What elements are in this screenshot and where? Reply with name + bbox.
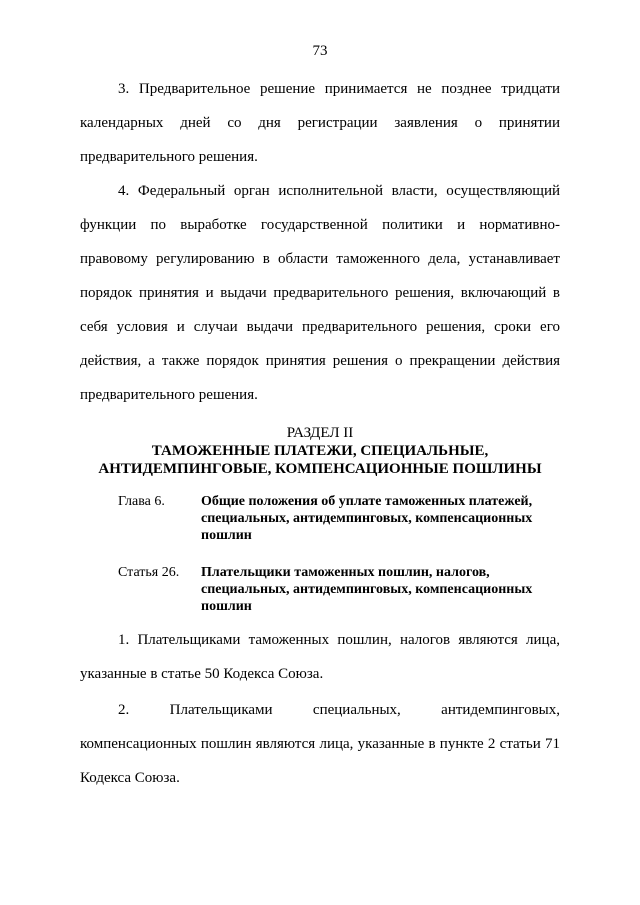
paragraph-line: Кодекса Союза. (80, 770, 180, 786)
section-title-line: АНТИДЕМПИНГОВЫЕ, КОМПЕНСАЦИОННЫЕ ПОШЛИНЫ (98, 461, 542, 477)
paragraph-line: порядок принятия и выдачи предварительного решения, включающий в (80, 285, 560, 301)
paragraph-line: предварительного решения. (80, 149, 258, 165)
article-paragraph-1 (80, 623, 560, 691)
section-label: РАЗДЕЛ II (286, 425, 354, 441)
paragraph-4 (80, 174, 560, 412)
paragraph-line: 3. Предварительное решение принимается не позднее тридцати (118, 81, 560, 97)
section-heading (80, 424, 560, 478)
paragraph-line: указанные в статье 50 Кодекса Союза. (80, 666, 324, 682)
paragraph-3 (80, 72, 560, 174)
page-number: 73 (312, 43, 328, 59)
paragraph-line: компенсационных пошлин являются лица, указанные в пункте 2 статьи 71 (80, 736, 560, 752)
paragraph-line: 1. Плательщиками таможенных пошлин, налогов являются лица, (118, 632, 560, 648)
chapter-title (201, 493, 571, 544)
section-title-line: ТАМОЖЕННЫЕ ПЛАТЕЖИ, СПЕЦИАЛЬНЫЕ, (151, 443, 489, 459)
paragraph-line: функции по выработке государственной политики и нормативно- (80, 217, 560, 233)
article-label: Статья 26. (118, 565, 180, 580)
article-paragraph-2 (80, 693, 560, 795)
article-title (201, 564, 571, 615)
chapter-title-line: Общие положения об уплате таможенных платежей, (201, 494, 533, 509)
paragraph-line: себя условия и случаи выдачи предварительного решения, сроки его (80, 319, 560, 335)
article-title-line: пошлин (201, 599, 252, 614)
chapter-title-line: пошлин (201, 528, 252, 543)
paragraph-line: календарных дней со дня регистрации заявления о принятии (80, 115, 560, 131)
article-title-line: специальных, антидемпинговых, компенсационных (201, 582, 533, 597)
chapter-label: Глава 6. (118, 494, 165, 509)
article-title-line: Плательщики таможенных пошлин, налогов, (201, 565, 490, 580)
chapter-title-line: специальных, антидемпинговых, компенсационных (201, 511, 533, 526)
paragraph-line: действия, а также порядок принятия решения о прекращении действия (80, 353, 560, 369)
paragraph-line: 4. Федеральный орган исполнительной власти, осуществляющий (118, 183, 560, 199)
paragraph-line: 2. Плательщиками специальных, антидемпинговых, (118, 702, 560, 718)
paragraph-line: предварительного решения. (80, 387, 258, 403)
paragraph-line: правовому регулированию в области таможенного дела, устанавливает (80, 251, 560, 267)
